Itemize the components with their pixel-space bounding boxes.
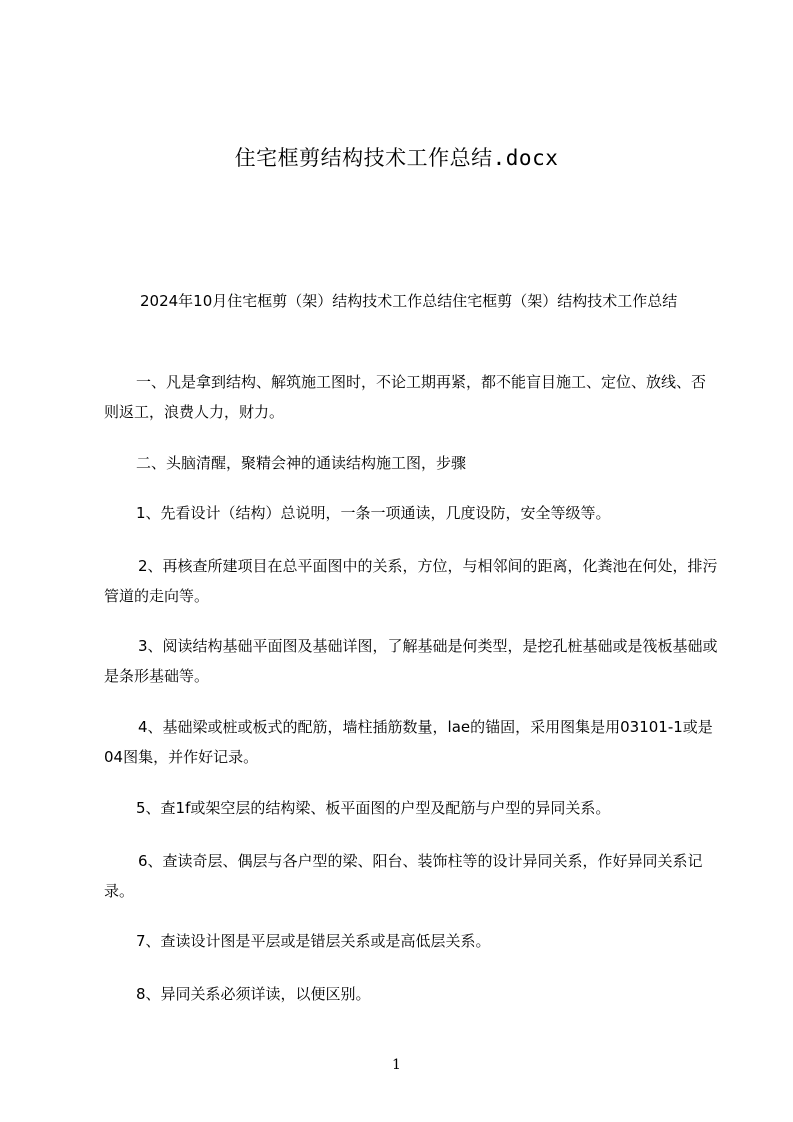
- paragraph-step-3: 3、阅读结构基础平面图及基础详图，了解基础是何类型，是挖孔桩基础或是筏板基础或是条形基础等。: [104, 637, 718, 685]
- paragraph-section-1: 一、凡是拿到结构、解筑施工图时，不论工期再紧，都不能盲目施工、定位、放线、否则返工，浪费人力，财力。: [104, 373, 707, 421]
- paragraph-step-6: 6、查读奇层、偶层与各户型的梁、阳台、装饰柱等的设计异同关系，作好异同关系记录。: [104, 852, 703, 900]
- paragraph-step-8: 8、异同关系必须详读，以便区别。: [136, 985, 371, 1003]
- paragraph-step-5: 5、查1f或架空层的结构梁、板平面图的户型及配筋与户型的异同关系。: [136, 799, 611, 817]
- page-number: 1: [392, 1057, 401, 1073]
- paragraph-section-2: 二、头脑清醒，聚精会神的通读结构施工图，步骤: [136, 454, 467, 472]
- paragraph-intro: 2024年10月住宅框剪（架）结构技术工作总结住宅框剪（架）结构技术工作总结: [140, 292, 678, 310]
- document-title: 住宅框剪结构技术工作总结.docx: [234, 146, 559, 170]
- paragraph-step-7: 7、查读设计图是平层或是错层关系或是高低层关系。: [136, 932, 491, 950]
- paragraph-step-2: 2、再核查所建项目在总平面图中的关系，方位，与相邻间的距离，化粪池在何处，排污管道的走向等。: [104, 557, 718, 605]
- paragraph-step-4: 4、基础梁或桩或板式的配筋，墙柱插筋数量，lae的锚固，采用图集是用03101-1或是04图集，并作好记录。: [104, 718, 713, 766]
- paragraph-step-1: 1、先看设计（结构）总说明，一条一项通读，几度设防，安全等级等。: [136, 504, 611, 522]
